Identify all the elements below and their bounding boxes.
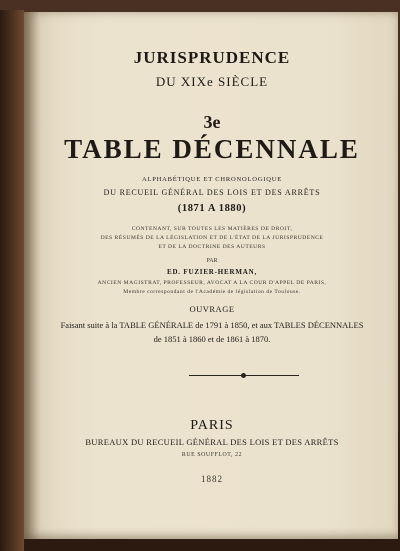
table-ordinal: 3e (203, 112, 221, 132)
author-role: ANCIEN MAGISTRAT, PROFESSEUR, AVOCAT A LA COUR D'APPEL DE PARIS, (97, 280, 327, 286)
author-note: Membre correspondant de l'Académie de législation de Toulouse. (123, 289, 301, 295)
author-par: PAR (206, 258, 218, 264)
main-title: JURISPRUDENCE (133, 48, 291, 67)
work-line-1: Faisant suite à la TABLE GÉNÉRALE de 1791 à 1850, et aux TABLES DÉCENNALES (60, 320, 364, 330)
publisher-city: PARIS (190, 418, 234, 433)
table-years: (1871 A 1880) (177, 203, 247, 214)
decorative-rule-ornament (241, 373, 246, 378)
description-line-3: ET DE LA DOCTRINE DES AUTEURS (158, 244, 266, 250)
subtitle: DU XIXe SIÈCLE (155, 74, 269, 89)
publication-year: 1882 (201, 474, 223, 484)
title-page-content (24, 0, 400, 551)
table-name: TABLE DÉCENNALE (64, 134, 360, 164)
publisher-name: BUREAUX DU RECUEIL GÉNÉRAL DES LOIS ET DES ARRÊTS (85, 437, 339, 447)
work-label: OUVRAGE (189, 304, 235, 314)
table-description-alpha: ALPHABÉTIQUE ET CHRONOLOGIQUE (141, 176, 283, 183)
author-name: ED. FUZIER-HERMAN, (166, 268, 258, 276)
publisher-street: RUE SOUFFLOT, 22 (181, 452, 243, 458)
work-line-2: de 1851 à 1860 et de 1861 à 1870. (153, 334, 271, 344)
book-spine (0, 10, 24, 551)
description-line-2: DES RÉSUMÉS DE LA LÉGISLATION ET DE L'ÉTAT DE LA JURISPRUDENCE (100, 235, 324, 241)
table-description-recueil: DU RECUEIL GÉNÉRAL DES LOIS ET DES ARRÊTS (103, 188, 321, 197)
description-line-1: CONTENANT, SUR TOUTES LES MATIÈRES DE DROIT, (131, 226, 293, 232)
